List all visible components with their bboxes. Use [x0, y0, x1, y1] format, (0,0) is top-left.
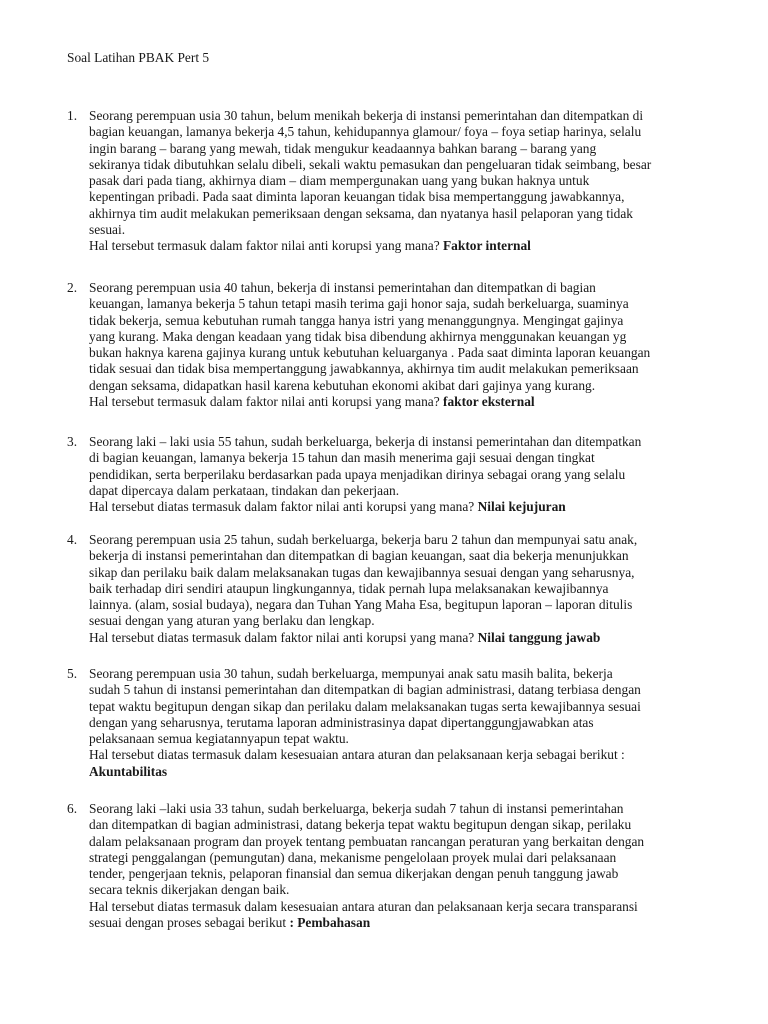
question-4-answer: Nilai tanggung jawab — [477, 629, 601, 645]
question-6-number: 6. — [67, 801, 78, 816]
question-6-line: dalam pelaksanaan program dan proyek tentang pembuatan rancangan peraturan yang berkaitan dengan — [89, 833, 645, 849]
question-1-answer: Faktor internal — [443, 238, 531, 254]
question-1-number: 1. — [67, 108, 78, 123]
question-3-line: Seorang laki – laki usia 55 tahun, sudah berkeluarga, bekerja di instansi pemerintahan dan ditempatkan — [89, 434, 642, 449]
question-2-line: keuangan, lamanya bekerja 5 tahun tetapi masih terima gaji honor saja, sudah berkeluarga, suaminya — [89, 296, 629, 312]
question-6-prompt-line — [89, 915, 644, 931]
question-2-answer: faktor eksternal — [443, 394, 535, 410]
question-3-prompt: Hal tersebut diatas termasuk dalam faktor nilai anti korupsi yang mana? — [89, 499, 478, 515]
question-2-line: bukan haknya karena gajinya kurang untuk kebutuhan keluarganya . Pada saat diminta laporan keuangan — [89, 345, 651, 361]
question-6-line: Seorang laki –laki usia 33 tahun, sudah berkeluarga, bekerja sudah 7 tahun di instansi pemerintahan — [89, 801, 624, 816]
question-2-line: tidak sesuai dan tidak bisa mempertanggung jawabkannya, akhirnya tim audit melakukan pemeriksaan — [89, 361, 639, 377]
question-2-line: yang kurang. Maka dengan keadaan yang tidak bisa dibendung akhirnya menggunakan keuangan yg — [89, 328, 627, 344]
question-6-answer: : Pembahasan — [289, 915, 371, 931]
question-1-prompt-line — [89, 238, 651, 254]
question-1 — [89, 108, 651, 255]
question-3 — [89, 434, 641, 515]
question-1-line: sesuai. — [89, 222, 126, 238]
question-3-line: dapat dipercaya dalam perkataan, tindakan dan pekerjaan. — [89, 482, 400, 498]
question-5 — [89, 666, 641, 780]
question-2-line: tidak bekerja, semua kebutuhan rumah tangga hanya istri yang menanggungnya. Mengingat gajinya — [89, 312, 624, 328]
question-4 — [89, 532, 637, 646]
question-3-prompt-line — [89, 499, 641, 515]
question-2-number: 2. — [67, 280, 78, 295]
question-6-line: strategi penggalangan (pemungutan) dana, mekanisme pengelolaan proyek mulai dari pelaksanaan — [89, 849, 617, 865]
question-6 — [89, 801, 644, 931]
question-6-line: dan ditempatkan di bagian administrasi, datang bekerja tepat waktu begitupun dengan sikap, perilaku — [89, 817, 632, 833]
question-4-prompt: Hal tersebut diatas termasuk dalam faktor nilai anti korupsi yang mana? — [89, 629, 478, 645]
question-4-line: bekerja di instansi pemerintahan dan ditempatkan di bagian keuangan, saat dia bekerja menunjukkan — [89, 548, 629, 564]
question-5-line: Seorang perempuan usia 30 tahun, sudah berkeluarga, mempunyai anak satu masih balita, bekerja — [89, 666, 613, 681]
question-6-prompt: sesuai dengan proses sebagai berikut — [89, 915, 290, 931]
question-2-line: dengan seksama, didapatkan hasil karena kebutuhan ekonomi akibat dari gajinya yang kurang. — [89, 377, 596, 393]
question-5-line: Hal tersebut diatas termasuk dalam kesesuaian antara aturan dan pelaksanaan kerja sebagai berikut : — [89, 747, 625, 763]
question-4-line: Seorang perempuan usia 25 tahun, sudah berkeluarga, bekerja baru 2 tahun dan mempunyai satu anak, — [89, 532, 638, 547]
question-4-line: sikap dan perilaku baik dalam melaksanakan tugas dan kewajibannya sesuai dengan yang seharusnya, — [89, 564, 635, 580]
question-2-prompt: Hal tersebut termasuk dalam faktor nilai anti korupsi yang mana? — [89, 394, 443, 410]
question-2-prompt-line — [89, 394, 650, 410]
question-1-line: akhirnya tim audit melakukan pemeriksaan dengan seksama, dan nyatanya hasil pelaporan yang tidak — [89, 205, 633, 221]
question-4-number: 4. — [67, 532, 78, 547]
question-1-line: pasak dari pada tiang, akhirnya diam – diam mempergunakan uang yang bukan haknya untuk — [89, 173, 590, 189]
question-3-number: 3. — [67, 434, 78, 449]
question-1-line: ingin barang – barang yang mewah, tidak mengukur keadaannya bahkan barang – barang yang — [89, 140, 597, 156]
question-5-prompt-line — [89, 764, 641, 780]
question-6-line: Hal tersebut diatas termasuk dalam kesesuaian antara aturan dan pelaksanaan kerja secara transparansi — [89, 898, 638, 914]
question-5-line: tepat waktu begitupun dengan sikap dan perilaku dalam melaksanakan tugas serta kewajibannya sesuai — [89, 698, 641, 714]
question-4-line: lainnya. (alam, sosial budaya), negara dan Tuhan Yang Maha Esa, begitupun laporan – laporan ditulis — [89, 597, 633, 613]
question-1-line: Seorang perempuan usia 30 tahun, belum menikah bekerja di instansi pemerintahan dan ditempatkan di — [89, 108, 644, 123]
question-1-prompt: Hal tersebut termasuk dalam faktor nilai anti korupsi yang mana? — [89, 238, 443, 254]
question-1-line: sekiranya tidak dibutuhkan selalu dibeli, sekali waktu pemasukan dan pengeluaran tidak seimbang, besar — [89, 156, 652, 172]
question-6-line: secara teknis dikerjakan dengan baik. — [89, 882, 290, 898]
question-3-line: pendidikan, serta berperilaku berdasarkan pada upaya menjadikan dirinya sebagai orang yang selalu — [89, 466, 626, 482]
question-4-prompt-line — [89, 630, 637, 646]
question-5-line: dengan yang seharusnya, terutama laporan administrasinya dapat dipertanggungjawabkan atas — [89, 714, 594, 730]
question-3-answer: Nilai kejujuran — [477, 499, 566, 515]
question-4-line: baik terhadap diri sendiri ataupun lingkungannya, tidak pernah lupa melaksanakan kewajibannya — [89, 580, 609, 596]
question-5-number: 5. — [67, 666, 78, 681]
question-3-line: di bagian keuangan, lamanya bekerja 15 tahun dan masih menerima gaji sesuai dengan tingkat — [89, 450, 595, 466]
question-5-answer: Akuntabilitas — [89, 763, 168, 779]
question-1-line: bagian keuangan, lamanya bekerja 4,5 tahun, kehidupannya glamour/ foya – foya setiap harinya, selalu — [89, 124, 642, 140]
question-1-line: kepentingan pribadi. Pada saat diminta laporan keuangan tidak bisa mempertanggung jawabkannya, — [89, 189, 625, 205]
question-4-line: sesuai dengan yang aturan yang berlaku dan lengkap. — [89, 613, 375, 629]
question-2 — [89, 280, 650, 410]
question-5-line: pelaksanaan semua kegiatannyapun tepat waktu. — [89, 731, 349, 747]
question-6-line: tender, pengerjaan teknis, pelaporan finansial dan semua dikerjakan dengan penuh tanggung jawab — [89, 866, 619, 882]
question-2-line: Seorang perempuan usia 40 tahun, bekerja di instansi pemerintahan dan ditempatkan di bagian — [89, 280, 596, 295]
question-5-line: sudah 5 tahun di instansi pemerintahan dan ditempatkan di bagian administrasi, datang terbiasa dengan — [89, 682, 641, 698]
document-title: Soal Latihan PBAK Pert 5 — [67, 50, 210, 65]
